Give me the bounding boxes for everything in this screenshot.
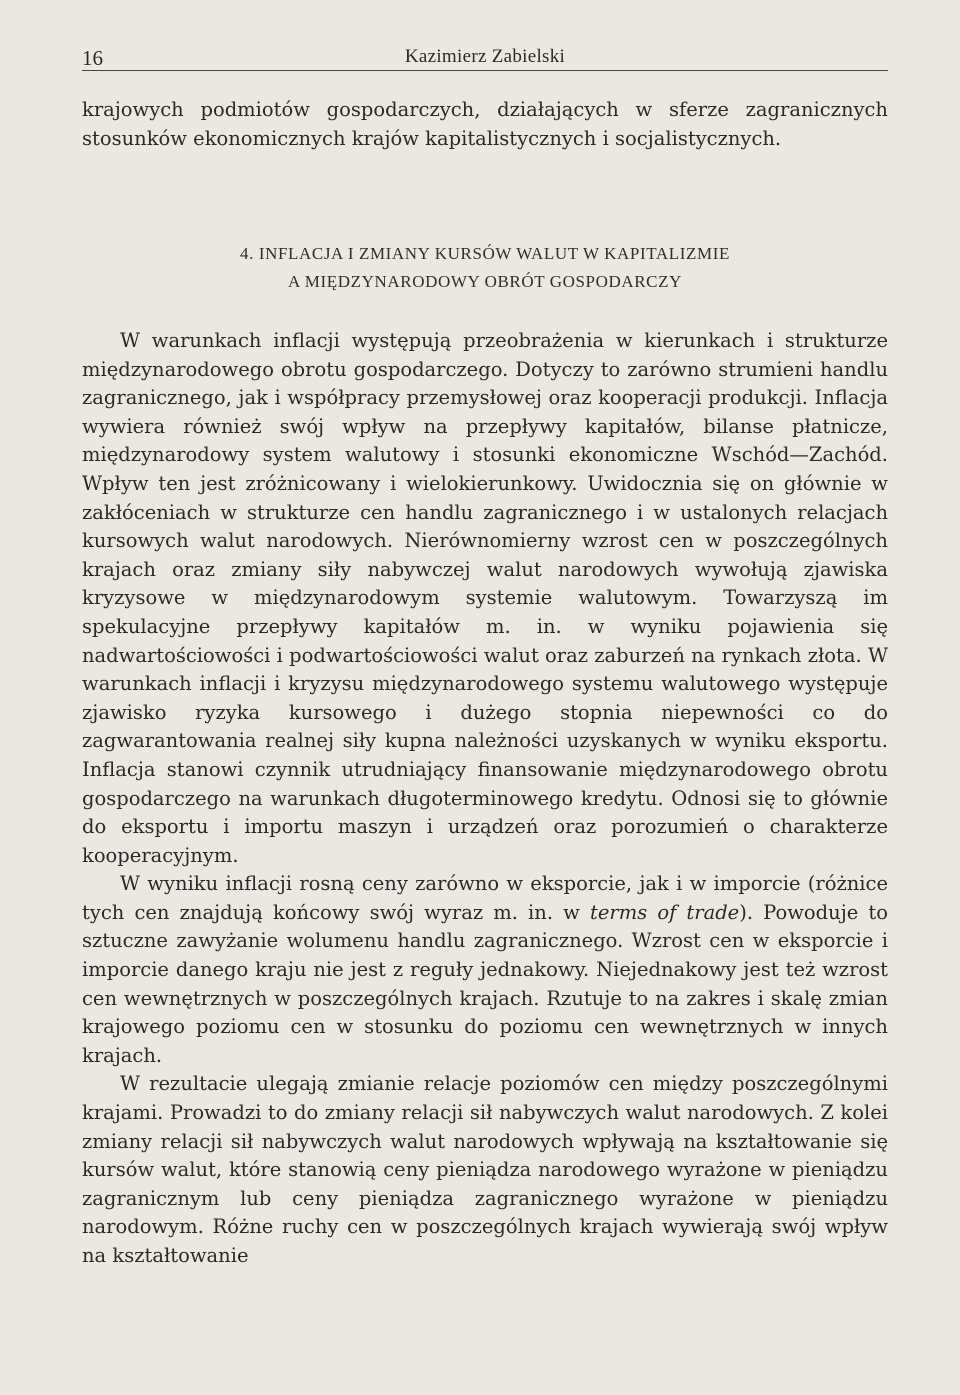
section-heading [82,240,888,296]
paragraph-1: W warunkach inflacji występują przeobrażenia w kierunkach i strukturze międzynarodowego obrotu gospodarczego. Dotyczy to zarówno strumieni handlu zagranicznego, jak i współpracy przemysłowej oraz kooperacji produkcji. Inflacja wywiera również swój wpływ na przepływy kapitałów, bilanse płatnicze, międzynarodowy system walutowy i stosunki ekonomiczne Wschód—Zachód. Wpływ ten jest zróżnicowany i wielokierunkowy. Uwidocznia się on głównie w zakłóceniach w strukturze cen handlu zagranicznego i w ustalonych relacjach kursowych walut narodowych. Nierównomierny wzrost cen w poszczególnych krajach oraz zmiany siły nabywczej walut narodowych wywołują zjawiska kryzysowe w międzynarodowym systemie walutowym. Towarzyszą im spekulacyjne przepływy kapitałów m. in. w wyniku pojawienia się nadwartościowości i podwartościowości walut oraz zaburzeń na rynkach złota. W warunkach inflacji i kryzysu międzynarodowego systemu walutowego występuje zjawisko ryzyka kursowego i dużego stopnia niepewności co do zagwarantowania realnej siły kupna należności uzyskanych w wyniku eksportu. Inflacja stanowi czynnik utrudniający finansowanie międzynarodowego obrotu gospodarczego na warunkach długoterminowego kredytu. Odnosi się to głównie do eksportu i importu maszyn i urządzeń oraz porozumień o charakterze kooperacyjnym. [82,329,888,867]
paragraph-2-start: W wyniku inflacji rosną ceny zarówno w eksporcie, jak i w imporcie (różnice tych cen znajdują końcowy swój wyraz m. in. w [82,872,888,924]
intro-fragment [82,96,888,153]
paragraph-2 [82,870,888,1070]
body-text [82,327,888,1271]
section-title-line-1: 4. INFLACJA I ZMIANY KURSÓW WALUT W KAPITALIZMIE [240,244,730,263]
terms-of-trade-italic: terms of trade [590,900,740,924]
intro-paragraph: krajowych podmiotów gospodarczych, działających w sferze zagranicznych stosunków ekonomicznych krajów kapitalistycznych i socjalistycznych. [82,98,888,150]
section-title-line-2: A MIĘDZYNARODOWY OBRÓT GOSPODARCZY [288,272,682,291]
page-header [82,40,888,71]
paragraph-3: W rezultacie ulegają zmianie relacje poziomów cen między poszczególnymi krajami. Prowadzi to do zmiany relacji sił nabywczych walut narodowych. Z kolei zmiany relacji sił nabywczych walut narodowych wpływają na kształtowanie się kursów walut, które stanowią ceny pieniądza narodowego wyrażone w pieniądzu zagranicznym lub ceny pieniądza zagranicznego wyrażone w pieniądzu narodowym. Różne ruchy cen w poszczególnych krajach wywierają swój wpływ na kształtowanie [82,1072,888,1267]
page-number: 16 [82,46,103,70]
paragraph-2-end: ). Powoduje to sztuczne zawyżanie wolumenu handlu zagranicznego. Wzrost cen w eksporcie i imporcie danego kraju nie jest z reguły jednakowy. Niejednakowy jest też wzrost cen wewnętrznych w poszczególnych krajach. Rzutuje to na zakres i skalę zmian krajowego poziomu cen w stosunku do poziomu cen wewnętrznych w innych krajach. [82,900,888,1067]
running-head-author: Kazimierz Zabielski [404,46,566,67]
